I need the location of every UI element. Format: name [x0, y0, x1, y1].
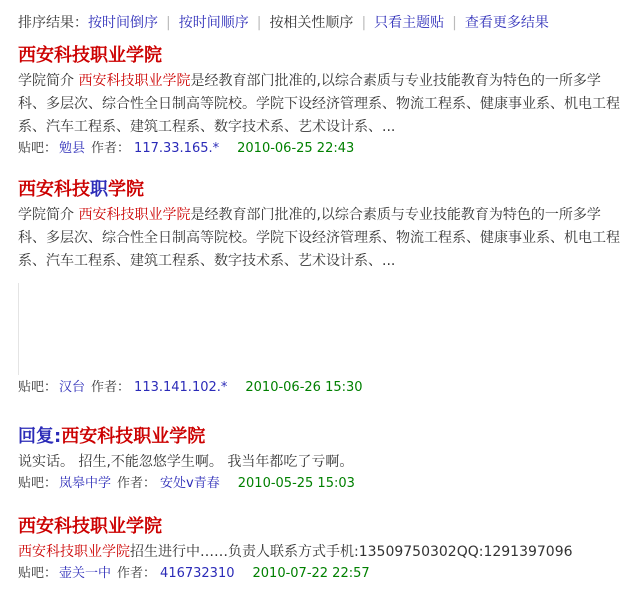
snippet-highlight: 西安科技职业学院	[78, 73, 191, 89]
result-title	[18, 425, 628, 449]
post-time: 2010-05-25 15:03	[237, 476, 355, 491]
result-meta	[18, 139, 628, 159]
result-snippet: 说实话。 招生,不能忽悠学生啊。 我当年都吃了亏啊。	[18, 454, 354, 470]
post-time: 2010-06-25 22:43	[237, 141, 355, 156]
snippet-text: 是经教育部门批准的,以综合素质与专业技能教育为特色的一所多学科、多层次、综合性全日制高等院校。学院下设经济管理系、物流工程系、健康事业系、机电工程系、汽车工程系、建筑工程系、数字技术系、艺术设计系、...	[18, 207, 620, 269]
search-result	[18, 44, 628, 159]
result-meta	[18, 378, 628, 398]
bar-label: 贴吧：	[18, 476, 58, 491]
only-main-posts-link[interactable]: 只看主题贴	[374, 15, 445, 31]
author-link[interactable]: 安处v青春	[160, 476, 220, 491]
title-part: 职	[90, 179, 108, 200]
bar-link[interactable]: 勉县	[59, 141, 86, 156]
search-result	[18, 425, 628, 494]
author-label: 作者：	[91, 380, 131, 395]
separator: |	[166, 15, 171, 31]
title-text: 西安科技职业学院	[61, 426, 206, 447]
title-part: 学院	[108, 179, 144, 200]
more-results-link[interactable]: 查看更多结果	[464, 15, 549, 31]
result-title: 西安科技职业学院	[18, 45, 162, 66]
result-snippet	[18, 204, 628, 273]
sort-relevance-current: 按相关性顺序	[269, 15, 354, 31]
author-link[interactable]: 113.141.102.*	[134, 380, 228, 395]
post-time: 2010-06-26 15:30	[245, 380, 363, 395]
result-snippet	[18, 70, 628, 139]
image-placeholder	[18, 283, 19, 375]
reply-prefix: 回复:	[18, 426, 62, 447]
separator: |	[361, 15, 367, 31]
bar-link[interactable]: 壶关一中	[59, 566, 112, 581]
bar-link[interactable]: 汉台	[59, 380, 86, 395]
result-title-link[interactable]	[18, 425, 628, 449]
bar-label: 贴吧：	[18, 141, 58, 156]
result-meta	[18, 564, 628, 584]
post-time: 2010-07-22 22:57	[252, 566, 370, 581]
author-link[interactable]: 416732310	[160, 566, 235, 581]
bar-link[interactable]: 岚皋中学	[59, 476, 112, 491]
snippet-text: 招生进行中……负责人联系方式手机:13509750302QQ:1291397096	[130, 544, 573, 560]
result-title-link[interactable]	[18, 515, 628, 539]
sort-time-desc-link[interactable]: 按时间倒序	[88, 15, 158, 31]
result-title-link[interactable]	[18, 44, 628, 68]
result-title: 西安科技职业学院	[18, 516, 162, 537]
author-link[interactable]: 117.33.165.*	[134, 141, 220, 156]
result-meta	[18, 474, 628, 494]
search-result	[18, 515, 628, 584]
snippet-prefix: 学院简介	[18, 73, 79, 89]
separator: |	[256, 15, 262, 31]
bar-label: 贴吧：	[18, 566, 58, 581]
result-snippet	[18, 541, 628, 564]
result-title	[18, 178, 628, 202]
sort-bar	[18, 13, 549, 33]
result-title-link[interactable]	[18, 178, 628, 202]
bar-label: 贴吧：	[18, 380, 58, 395]
search-result	[18, 178, 628, 273]
snippet-highlight: 西安科技职业学院	[78, 207, 191, 223]
result-meta-container	[18, 378, 628, 398]
sort-label: 排序结果：	[18, 15, 88, 31]
separator: |	[452, 15, 457, 31]
sort-time-asc-link[interactable]: 按时间顺序	[178, 15, 249, 31]
snippet-text: 是经教育部门批准的,以综合素质与专业技能教育为特色的一所多学科、多层次、综合性全日制高等院校。学院下设经济管理系、物流工程系、健康事业系、机电工程系、汽车工程系、建筑工程系、数字技术系、艺术设计系、...	[18, 73, 620, 135]
snippet-prefix: 学院简介	[18, 207, 79, 223]
author-label: 作者：	[91, 141, 131, 156]
author-label: 作者：	[117, 476, 157, 491]
title-part: 西安科技	[18, 179, 90, 200]
snippet-highlight: 西安科技职业学院	[18, 544, 130, 560]
author-label: 作者：	[117, 566, 157, 581]
